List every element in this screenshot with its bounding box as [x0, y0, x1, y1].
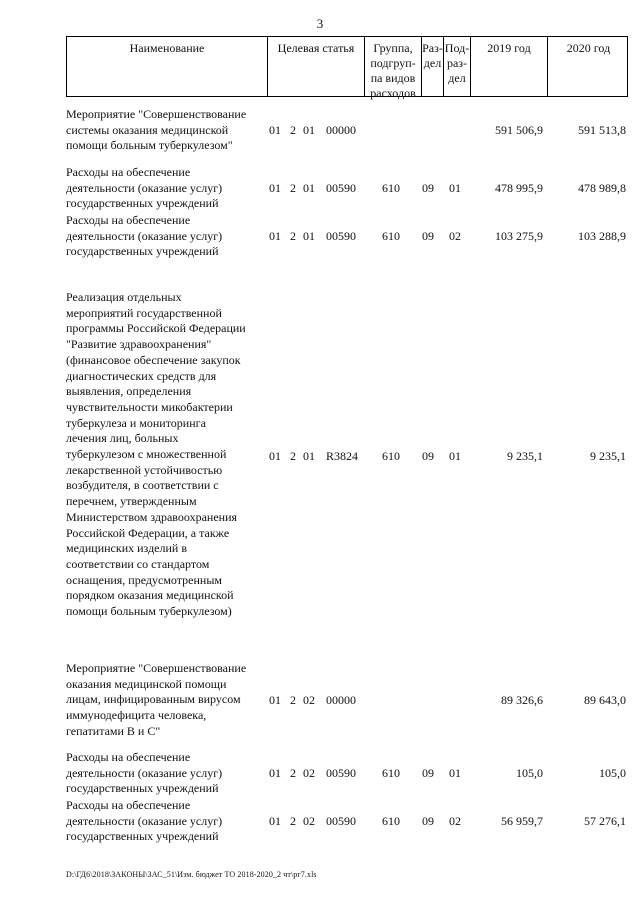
value-2019: 591 506,9: [495, 123, 543, 137]
cs-program: 01: [269, 693, 281, 707]
table-row: [66, 798, 628, 846]
table-row: [66, 661, 628, 741]
value-2020: 591 513,8: [578, 123, 626, 137]
value-2019: 9 235,1: [507, 449, 543, 463]
razdel-code: 09: [422, 449, 434, 463]
razdel-code: 09: [422, 229, 434, 243]
table-row: [66, 213, 628, 261]
cs-program: 01: [269, 181, 281, 195]
value-2019: 478 995,9: [495, 181, 543, 195]
value-2019: 56 959,7: [501, 814, 543, 828]
group-code: 610: [382, 229, 400, 243]
header-2019: 2019 год: [470, 37, 547, 96]
row-name: Расходы на обеспечение деятельности (оказание услуг) государственных учреждений: [66, 165, 223, 211]
cs-event: 02: [303, 693, 315, 707]
value-2020: 9 235,1: [590, 449, 626, 463]
header-razdel: Раз- дел: [421, 37, 443, 96]
row-name: Расходы на обеспечение деятельности (оказание услуг) государственных учреждений: [66, 213, 223, 259]
cs-direction: 00590: [326, 181, 356, 195]
cs-subprogram: 2: [290, 693, 296, 707]
podrazdel-code: 01: [449, 766, 461, 780]
podrazdel-code: 02: [449, 814, 461, 828]
razdel-code: 09: [422, 766, 434, 780]
cs-event: 01: [303, 449, 315, 463]
cs-direction: 00000: [326, 693, 356, 707]
value-2019: 89 326,6: [501, 693, 543, 707]
header-group: Группа, подгруп- па видов расходов: [364, 37, 421, 96]
header-2020: 2020 год: [547, 37, 629, 96]
cs-subprogram: 2: [290, 181, 296, 195]
cs-subprogram: 2: [290, 123, 296, 137]
cs-program: 01: [269, 814, 281, 828]
cs-event: 02: [303, 814, 315, 828]
cs-subprogram: 2: [290, 814, 296, 828]
page-number: 3: [316, 16, 324, 31]
cs-direction: 00590: [326, 814, 356, 828]
group-code: 610: [382, 766, 400, 780]
cs-subprogram: 2: [290, 229, 296, 243]
cs-event: 01: [303, 181, 315, 195]
value-2020: 105,0: [599, 766, 626, 780]
header-name: Наименование: [129, 41, 205, 55]
value-2019: 103 275,9: [495, 229, 543, 243]
row-name: Мероприятие "Совершенствование системы оказания медицинской помощи больным туберкулезом": [66, 107, 247, 153]
razdel-code: 09: [422, 181, 434, 195]
row-name: Расходы на обеспечение деятельности (оказание услуг) государственных учреждений: [66, 750, 223, 796]
group-code: 610: [382, 181, 400, 195]
cs-program: 01: [269, 766, 281, 780]
row-name: Реализация отдельных мероприятий государственной программы Российской Федерации "Развитие здравоохранения" (финансовое обеспечение закупок диагностических средств для выявления, определения чувствительности микобактерии туберкулеза и мониторинга лечения лиц, больных туберкулезом с множественной лекарственной устойчивостью возбудителя, в соответствии с перечнем, утвержденным Министерством здравоохранения Российской Федерации, а также медицинских изделий в соответствии со стандартом оснащения, предусмотренным порядком оказания медицинской помощи больным туберкулезом): [66, 290, 246, 619]
cs-direction: 00590: [326, 229, 356, 243]
cs-event: 02: [303, 766, 315, 780]
cs-event: 01: [303, 229, 315, 243]
row-name: Мероприятие "Совершенствование оказания медицинской помощи лицам, инфицированным вирусом иммунодефицита человека, гепатитами В и С": [66, 661, 247, 738]
value-2020: 103 288,9: [578, 229, 626, 243]
podrazdel-code: 02: [449, 229, 461, 243]
cs-event: 01: [303, 123, 315, 137]
podrazdel-code: 01: [449, 449, 461, 463]
cs-direction: 00590: [326, 766, 356, 780]
table-header: [66, 36, 628, 100]
table-row: [66, 290, 628, 622]
group-code: 610: [382, 814, 400, 828]
cs-program: 01: [269, 229, 281, 243]
value-2020: 89 643,0: [584, 693, 626, 707]
cs-subprogram: 2: [290, 766, 296, 780]
table-row: [66, 107, 628, 155]
row-name: Расходы на обеспечение деятельности (оказание услуг) государственных учреждений: [66, 798, 223, 844]
table-row: [66, 165, 628, 213]
header-podrazdel: Под- раз- дел: [443, 37, 470, 96]
value-2020: 57 276,1: [584, 814, 626, 828]
group-code: 610: [382, 449, 400, 463]
cs-direction: 00000: [326, 123, 356, 137]
cs-program: 01: [269, 123, 281, 137]
value-2020: 478 989,8: [578, 181, 626, 195]
cs-program: 01: [269, 449, 281, 463]
header-target: Целевая статья: [267, 37, 364, 96]
razdel-code: 09: [422, 814, 434, 828]
cs-direction: R3824: [326, 449, 359, 463]
value-2019: 105,0: [516, 766, 543, 780]
cs-subprogram: 2: [290, 449, 296, 463]
table-row: [66, 750, 628, 798]
file-path-footer: D:\ГД6\2018\ЗАКОНЫ\ЗАС_51\Изм. бюджет ТО 2018-2020_2 чт\рг7.xls: [66, 870, 317, 879]
podrazdel-code: 01: [449, 181, 461, 195]
